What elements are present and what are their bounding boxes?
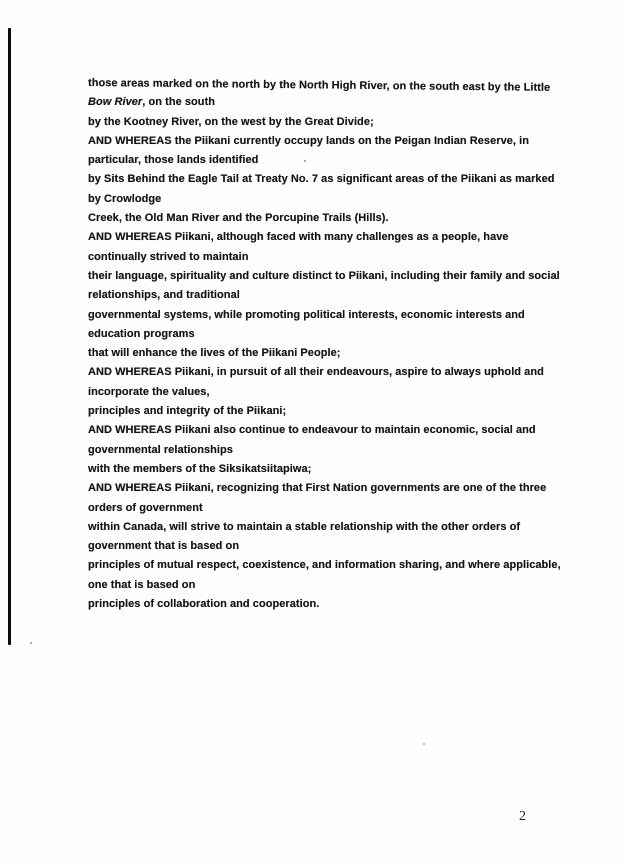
text-segment: principles and integrity of the Piikani; <box>88 405 287 418</box>
text-line <box>88 151 558 170</box>
text-line <box>88 306 558 325</box>
text-segment: principles of collaboration and cooperation. <box>88 598 320 611</box>
text-line <box>88 576 558 595</box>
text-segment: AND WHEREAS Piikani, in pursuit of all their endeavours, aspire to always uphold and <box>88 366 544 379</box>
scan-artifact-left-bar <box>8 28 11 645</box>
text-segment: relationships, and traditional <box>88 289 240 302</box>
text-segment: by Sits Behind the Eagle Tail at Treaty No. 7 as significant areas of the Piikani as marked <box>88 173 555 186</box>
text-segment: Creek, the Old Man River and the Porcupine Trails (Hills). <box>88 212 389 225</box>
text-line <box>88 499 558 518</box>
text-line <box>88 518 558 537</box>
text-line <box>88 460 558 479</box>
text-line <box>88 383 558 402</box>
document-text <box>87 74 561 614</box>
text-segment: incorporate the values, <box>88 385 210 398</box>
text-segment: education programs <box>88 327 195 340</box>
text-line <box>88 286 558 305</box>
text-segment: their language, spirituality and culture distinct to Piikani, including their family and social <box>88 269 560 282</box>
text-line <box>88 132 558 151</box>
scan-speck <box>423 743 425 745</box>
text-segment: one that is based on <box>88 578 196 591</box>
scan-speck <box>30 642 32 644</box>
text-segment: governmental systems, while promoting political interests, economic interests and <box>88 308 525 321</box>
scan-speck <box>304 160 306 162</box>
text-segment: governmental relationships <box>88 443 233 456</box>
text-line <box>88 209 558 228</box>
text-segment: government that is based on <box>88 540 240 553</box>
text-line <box>88 170 558 189</box>
text-segment: within Canada, will strive to maintain a stable relationship with the other orders of <box>88 520 521 533</box>
text-segment: principles of mutual respect, coexistence, and information sharing, and where applicable, <box>88 559 561 572</box>
text-line <box>88 228 558 247</box>
text-line <box>88 113 558 132</box>
text-segment: Bow River <box>88 96 143 109</box>
text-segment: , on the south <box>142 96 216 109</box>
text-segment: particular, those lands identified <box>88 154 259 167</box>
text-segment: that will enhance the lives of the Piikani People; <box>88 347 341 360</box>
text-line <box>88 344 558 363</box>
text-line <box>88 421 558 440</box>
text-line <box>88 441 558 460</box>
text-segment: AND WHEREAS Piikani also continue to endeavour to maintain economic, social and <box>88 424 536 437</box>
text-segment: AND WHEREAS the Piikani currently occupy lands on the Peigan Indian Reserve, in <box>88 134 529 147</box>
text-line <box>88 402 558 421</box>
text-line <box>88 325 558 344</box>
text-line <box>88 267 558 286</box>
text-segment: AND WHEREAS Piikani, recognizing that First Nation governments are one of the three <box>88 482 547 495</box>
text-segment: by the Kootney River, on the west by the Great Divide; <box>88 115 374 128</box>
text-line <box>88 248 558 267</box>
text-segment: orders of government <box>88 501 203 514</box>
text-segment: with the members of the Siksikatsiitapiwa; <box>88 462 312 475</box>
text-line <box>88 363 558 382</box>
text-segment: by Crowlodge <box>88 192 162 205</box>
text-segment: those areas marked on the north by the North High River, on the south east by the Little <box>87 77 551 94</box>
text-line <box>88 595 558 614</box>
text-segment: AND WHEREAS Piikani, although faced with many challenges as a people, have <box>88 231 509 244</box>
text-line <box>88 537 558 556</box>
text-line <box>88 190 558 209</box>
text-line <box>88 479 558 498</box>
text-segment: continually strived to maintain <box>88 250 249 263</box>
text-line <box>88 556 561 575</box>
page-number: 2 <box>519 809 526 824</box>
